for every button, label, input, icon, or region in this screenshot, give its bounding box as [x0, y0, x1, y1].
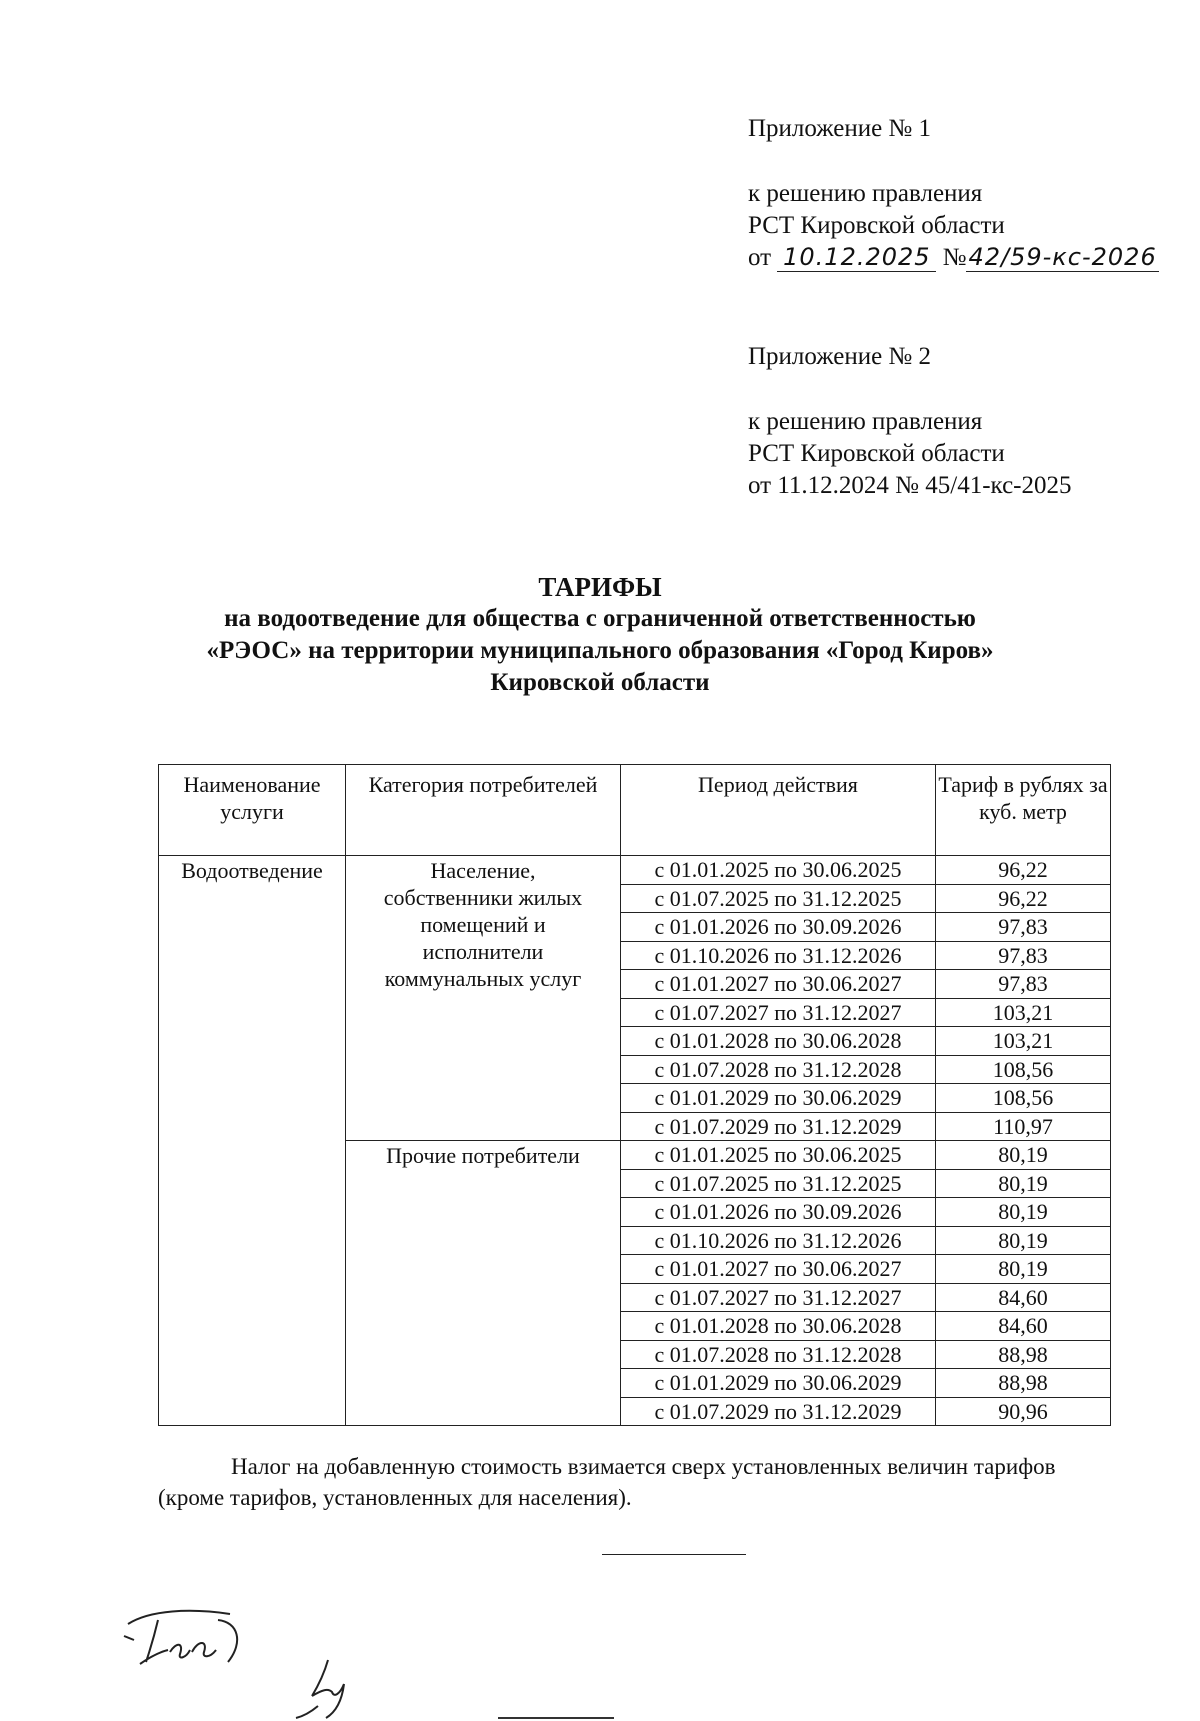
period-cell: с 01.01.2025 по 30.06.2025 — [621, 1141, 936, 1170]
period-cell: с 01.07.2029 по 31.12.2029 — [621, 1397, 936, 1426]
heading-title: ТАРИФЫ — [538, 572, 662, 602]
period-cell: с 01.07.2027 по 31.12.2027 — [621, 1283, 936, 1312]
period-cell: с 01.07.2028 по 31.12.2028 — [621, 1055, 936, 1084]
category-cell: Прочие потребители — [346, 1141, 621, 1426]
period-cell: с 01.07.2025 по 31.12.2025 — [621, 884, 936, 913]
tariff-cell: 80,19 — [936, 1226, 1111, 1255]
end-divider — [602, 1554, 746, 1555]
tariff-cell: 88,98 — [936, 1340, 1111, 1369]
appendix-1-line-1: к решению правления — [748, 180, 983, 207]
period-cell: с 01.10.2026 по 31.12.2026 — [621, 941, 936, 970]
appendix-2-title: Приложение № 2 — [748, 343, 932, 370]
tariff-cell: 84,60 — [936, 1312, 1111, 1341]
appendix-2-line-1: к решению правления — [748, 408, 983, 435]
heading-line-1: на водоотведение для общества с ограниченной ответственностью — [224, 605, 976, 632]
tariff-table — [158, 764, 1111, 1426]
appendix-2-block — [748, 341, 1072, 502]
period-cell: с 01.01.2025 по 30.06.2025 — [621, 856, 936, 885]
tariff-cell: 80,19 — [936, 1169, 1111, 1198]
tariff-cell: 103,21 — [936, 998, 1111, 1027]
tariff-cell: 80,19 — [936, 1141, 1111, 1170]
appendix-1-date-prefix: от — [748, 244, 772, 271]
period-cell: с 01.01.2026 по 30.09.2026 — [621, 913, 936, 942]
period-cell: с 01.01.2028 по 30.06.2028 — [621, 1027, 936, 1056]
table-header-row — [159, 765, 1111, 856]
service-cell: Водоотведение — [159, 856, 346, 1426]
tariff-cell: 97,83 — [936, 913, 1111, 942]
header-service: Наименование услуги — [159, 765, 346, 856]
period-cell: с 01.01.2029 по 30.06.2029 — [621, 1369, 936, 1398]
tariff-cell: 97,83 — [936, 941, 1111, 970]
appendix-1-date: 10.12.2025 — [777, 243, 936, 272]
tariff-cell: 84,60 — [936, 1283, 1111, 1312]
period-cell: с 01.01.2029 по 30.06.2029 — [621, 1084, 936, 1113]
tariff-cell: 90,96 — [936, 1397, 1111, 1426]
handwritten-initials-1 — [120, 1602, 260, 1682]
appendix-1-number: 42/59-кс-2026 — [968, 243, 1157, 271]
tariff-cell: 96,22 — [936, 856, 1111, 885]
appendix-1-date-line — [748, 242, 1159, 274]
appendix-2-line-3: от 11.12.2024 № 45/41-кс-2025 — [748, 472, 1072, 499]
tariff-cell: 88,98 — [936, 1369, 1111, 1398]
period-cell: с 01.10.2026 по 31.12.2026 — [621, 1226, 936, 1255]
period-cell: с 01.07.2025 по 31.12.2025 — [621, 1169, 936, 1198]
handwritten-initials-2 — [288, 1656, 378, 1721]
bottom-edge-mark — [496, 1714, 616, 1721]
vat-note: Налог на добавленную стоимость взимается сверх установленных величин тарифов (кроме тарифов, установленных для населения). — [158, 1454, 1056, 1510]
document-heading — [0, 571, 1200, 699]
tariff-cell: 103,21 — [936, 1027, 1111, 1056]
period-cell: с 01.07.2029 по 31.12.2029 — [621, 1112, 936, 1141]
appendix-1-title: Приложение № 1 — [748, 115, 932, 142]
tariff-cell: 80,19 — [936, 1198, 1111, 1227]
appendix-1-block — [748, 113, 1159, 274]
tariff-cell: 110,97 — [936, 1112, 1111, 1141]
appendix-1-line-2: РСТ Кировской области — [748, 212, 1005, 239]
tariff-table-body — [159, 856, 1111, 1426]
tariff-cell: 96,22 — [936, 884, 1111, 913]
heading-line-2: «РЭОС» на территории муниципального образования «Город Киров» — [206, 637, 994, 664]
header-tariff: Тариф в рублях за куб. метр — [936, 765, 1111, 856]
tariff-cell: 108,56 — [936, 1055, 1111, 1084]
header-category: Категория потребителей — [346, 765, 621, 856]
period-cell: с 01.01.2027 по 30.06.2027 — [621, 1255, 936, 1284]
appendix-2-line-2: РСТ Кировской области — [748, 440, 1005, 467]
category-cell: Население, собственники жилых помещений и исполнители коммунальных услуг — [346, 856, 621, 1141]
tariff-cell: 80,19 — [936, 1255, 1111, 1284]
appendix-1-number-prefix: № — [942, 244, 967, 271]
top-edge-mark — [978, 0, 1098, 8]
table-row — [159, 856, 1111, 885]
period-cell: с 01.07.2027 по 31.12.2027 — [621, 998, 936, 1027]
header-period: Период действия — [621, 765, 936, 856]
tariff-cell: 97,83 — [936, 970, 1111, 999]
heading-line-3: Кировской области — [490, 669, 710, 696]
period-cell: с 01.01.2027 по 30.06.2027 — [621, 970, 936, 999]
tariff-cell: 108,56 — [936, 1084, 1111, 1113]
period-cell: с 01.01.2028 по 30.06.2028 — [621, 1312, 936, 1341]
period-cell: с 01.07.2028 по 31.12.2028 — [621, 1340, 936, 1369]
period-cell: с 01.01.2026 по 30.09.2026 — [621, 1198, 936, 1227]
